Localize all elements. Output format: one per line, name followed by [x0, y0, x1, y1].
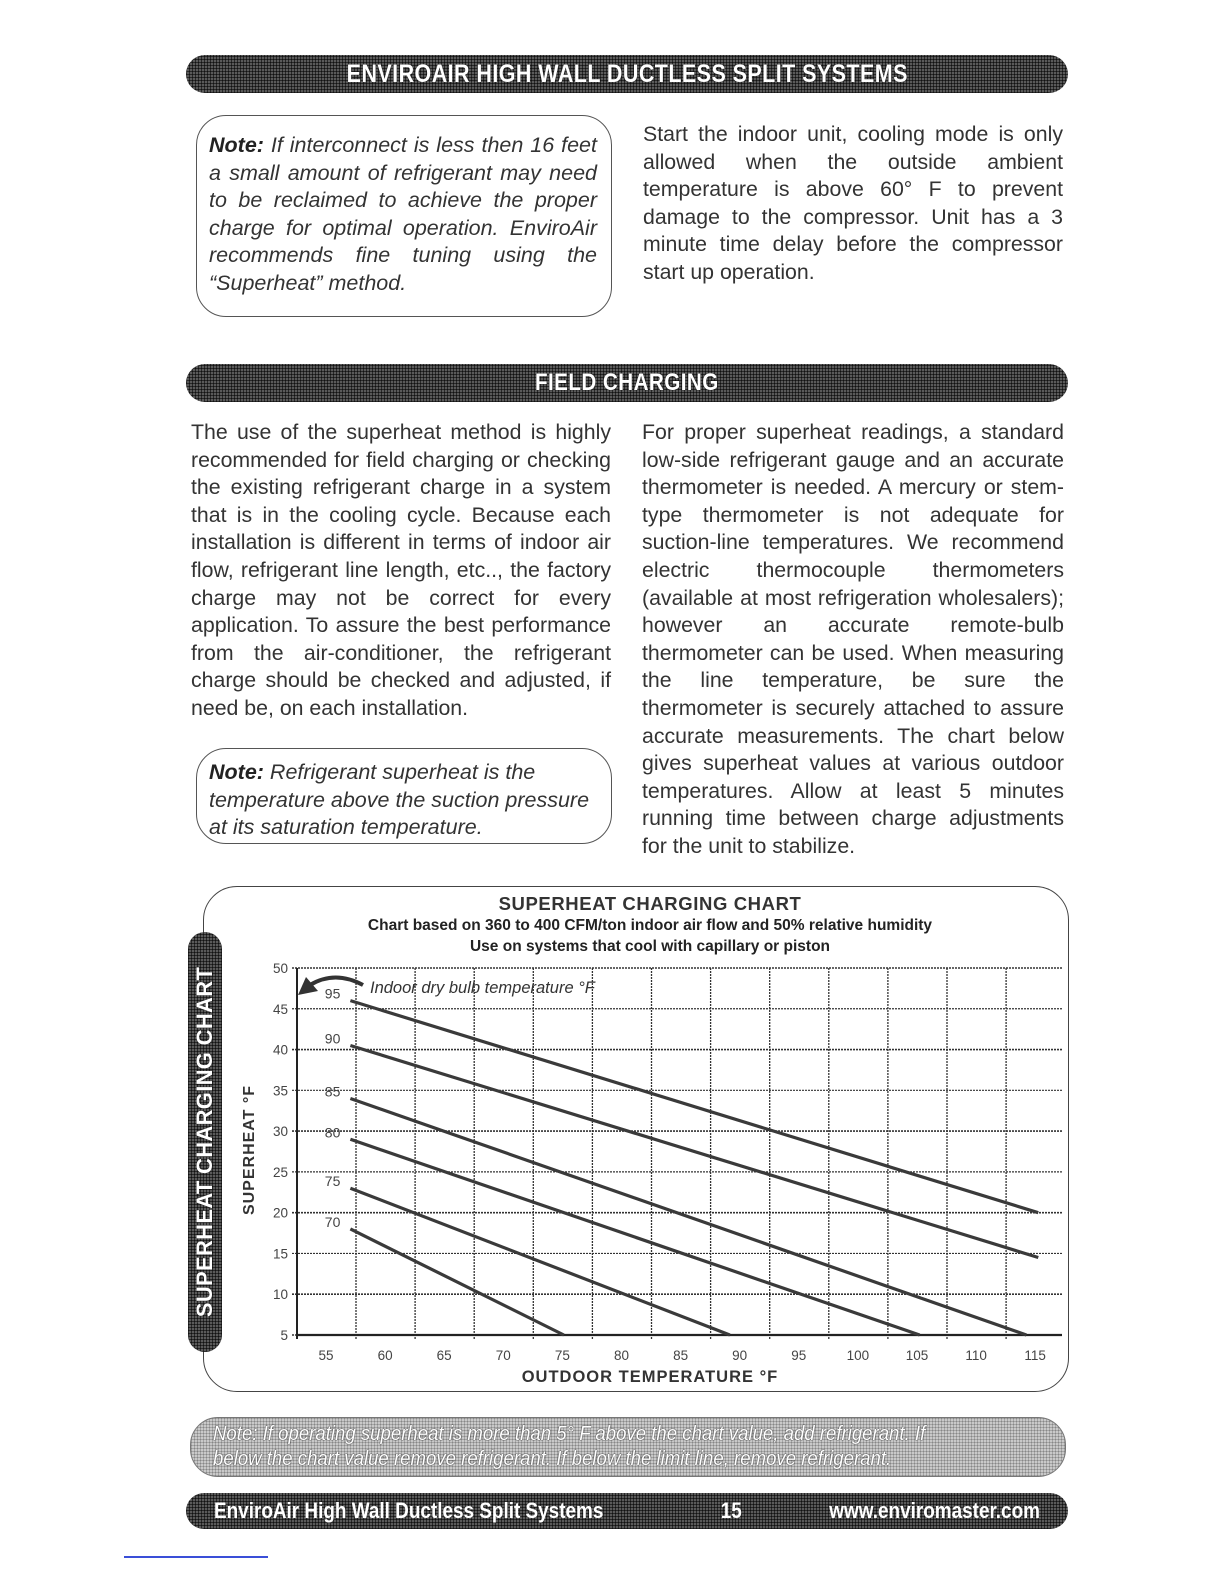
svg-text:90: 90 — [732, 1348, 748, 1363]
svg-text:40: 40 — [272, 1042, 288, 1058]
footer-title: EnviroAir High Wall Ductless Split Systems — [214, 1498, 604, 1523]
link-underline — [124, 1556, 268, 1558]
series-label-95: 95 — [324, 985, 341, 1002]
footer-banner — [186, 1493, 1068, 1529]
startup-paragraph: Start the indoor unit, cooling mode is only allowed when the outside ambient temperature is above 60° F to prevent damage to the compressor. Unit has a 3 minute time delay before the compressor start up operation. — [643, 122, 1063, 284]
chart-series — [350, 1001, 1038, 1335]
svg-text:100: 100 — [846, 1348, 870, 1363]
note-text: If interconnect is less then 16 feet a small amount of refrigerant may need to be reclaimed to achieve the proper charge for optimal operation. EnviroAir recommends fine tuning using the “Superheat” method. — [209, 133, 597, 295]
chart-subtitle-systems: Use on systems that cool with capillary or piston — [469, 938, 831, 955]
page-number: 15 — [720, 1498, 742, 1523]
series-label-90: 90 — [324, 1030, 341, 1047]
svg-text:45: 45 — [272, 1001, 288, 1017]
header-banner-title: ENVIROAIR HIGH WALL DUCTLESS SPLIT SYSTEMS — [346, 60, 908, 88]
svg-text:70: 70 — [495, 1348, 511, 1363]
svg-text:35: 35 — [272, 1083, 288, 1099]
series-label-75: 75 — [324, 1173, 341, 1190]
note-label: Note: — [209, 133, 264, 157]
chart-subtitle-airflow: Chart based on 360 to 400 CFM/ton indoor air flow and 50% relative humidity — [367, 917, 933, 934]
series-label-80: 80 — [324, 1124, 341, 1141]
chart-title: SUPERHEAT CHARGING CHART — [498, 893, 802, 914]
svg-text:55: 55 — [318, 1348, 334, 1363]
svg-text:65: 65 — [436, 1348, 452, 1363]
svg-text:20: 20 — [272, 1205, 288, 1221]
svg-text:95: 95 — [791, 1348, 807, 1363]
note-text: Refrigerant superheat is the temperature above the suction pressure at its saturation temperature. — [209, 760, 590, 839]
x-axis-title: OUTDOOR TEMPERATURE °F — [521, 1368, 779, 1386]
note-line-1: Note: If operating superheat is more than 5° F above the chart value, add refrigerant. If — [213, 1423, 926, 1445]
svg-text:50: 50 — [272, 961, 288, 976]
svg-text:80: 80 — [613, 1348, 630, 1363]
svg-text:30: 30 — [272, 1124, 288, 1140]
svg-text:110: 110 — [965, 1348, 987, 1363]
field-charging-title: FIELD CHARGING — [535, 369, 719, 396]
chart-grid — [292, 968, 1062, 1340]
thermometer-paragraph: For proper superheat readings, a standard low-side refrigerant gauge and an accurate thermometer is needed. A mercury or stem-type thermometer is not adequate for suction-line temperatures. We recommend electric thermocouple thermometers (available at most refrigeration wholesalers); however an accurate remote-bulb thermometer can be used. When measuring the line temperature, be sure the thermometer is securely attached to assure accurate measurements. The chart below gives superheat values at various outdoor temperatures. Allow at least 5 minutes running time between charge adjustments for the unit to stabilize. — [642, 420, 1064, 858]
svg-text:85: 85 — [673, 1348, 689, 1363]
note-label: Note: — [209, 760, 264, 784]
svg-text:5: 5 — [280, 1328, 288, 1343]
svg-text:10: 10 — [272, 1287, 288, 1303]
series-label-85: 85 — [324, 1083, 341, 1100]
svg-text:15: 15 — [272, 1246, 288, 1262]
chart-side-tab-label: SUPERHEAT CHARGING CHART — [192, 966, 217, 1318]
footer-url-link[interactable]: www.enviromaster.com — [829, 1498, 1040, 1523]
superheat-method-paragraph: The use of the superheat method is highly recommended for field charging or checking the existing refrigerant charge in a system that is in the cooling cycle. Because each installation is different in terms of indoor air flow, refrigerant line length, etc.., the factory charge may not be correct for every application. To assure the best performance from the air-conditioner, the refrigerant charge should be checked and adjusted, if need be, on each installation. — [191, 420, 611, 720]
y-axis-title: SUPERHEAT °F — [241, 1084, 258, 1216]
svg-text:25: 25 — [272, 1164, 288, 1180]
note-line-2: below the chart value remove refrigerant. If below the limit line, remove refrigerant. — [213, 1448, 892, 1470]
svg-text:105: 105 — [905, 1348, 929, 1363]
series-label-70: 70 — [324, 1213, 341, 1230]
svg-text:115: 115 — [1024, 1348, 1046, 1363]
svg-text:60: 60 — [377, 1348, 393, 1363]
refrigerant-adjustment-note — [190, 1417, 1066, 1477]
svg-text:75: 75 — [554, 1348, 570, 1363]
indoor-dry-bulb-annotation: Indoor dry bulb temperature °F — [370, 979, 595, 997]
